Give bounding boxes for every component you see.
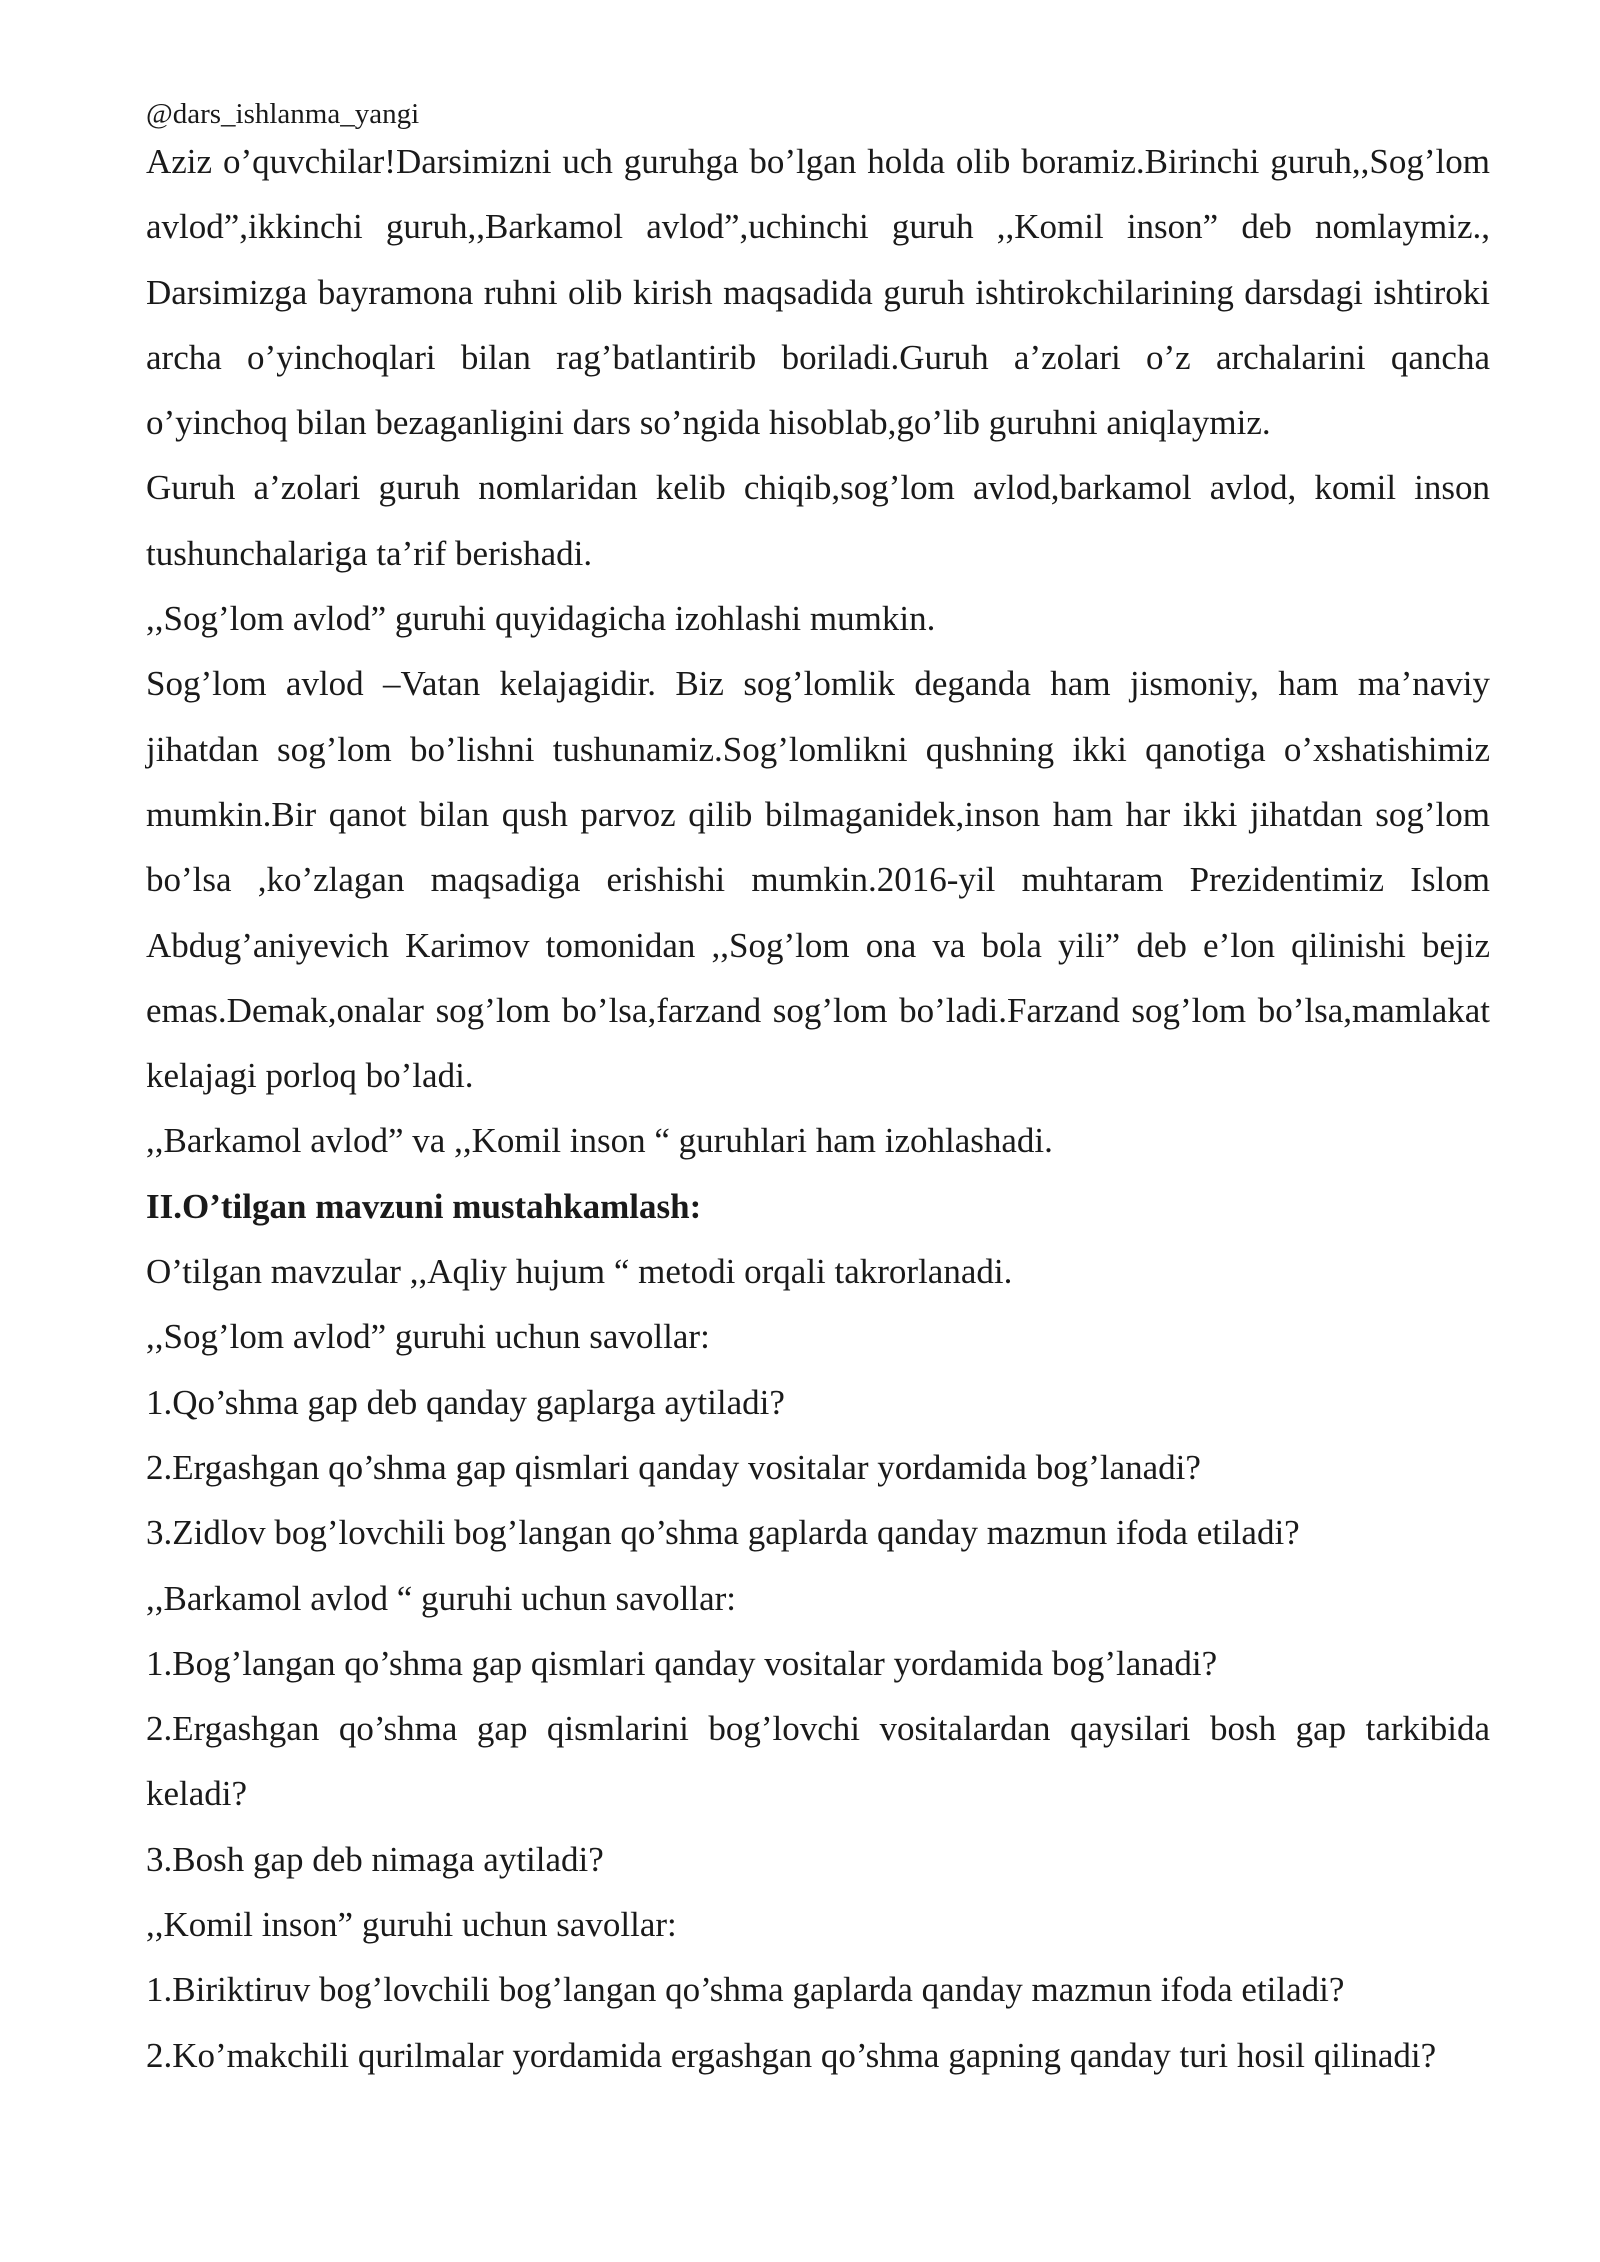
intro-paragraph: Aziz o’quvchilar!Darsimizni uch guruhga bo’lgan holda olib boramiz.Birinchi guruh,,Sog’lom avlod”,ikkinchi guruh,,Barkamol avlod”,uchinchi guruh ,,Komil inson” deb nomlaymiz., Darsimizga bayramona ruhni olib kirish maqsadida guruh ishtirokchilarining darsdagi ishtiroki archa o’yinchoqlari bilan rag’batlantirib boriladi.Guruh a’zolari o’z archalarini qancha o’yinchoq bilan bezaganligini dars so’ngida hisoblab,go’lib guruhni aniqlaymiz. <box>146 142 1490 443</box>
document-body <box>146 129 1490 2088</box>
group1-question-3: 3.Zidlov bog’lovchili bog’langan qo’shma gaplarda qanday mazmun ifoda etiladi? <box>146 1513 1300 1553</box>
other-groups-line: ,,Barkamol avlod” va ,,Komil inson “ guruhlari ham izohlashadi. <box>146 1121 1053 1161</box>
channel-watermark: @dars_ishlanma_yangi <box>146 98 420 130</box>
group3-question-1: 1.Biriktiruv bog’lovchili bog’langan qo’shma gaplarda qanday mazmun ifoda etiladi? <box>146 1970 1345 2010</box>
group1-question-1: 1.Qo’shma gap deb qanday gaplarga aytiladi? <box>146 1382 785 1422</box>
group2-question-2: 2.Ergashgan qo’shma gap qismlarini bog’lovchi vositalardan qaysilari bosh gap tarkibida keladi? <box>146 1709 1490 1814</box>
group3-questions-heading: ,,Komil inson” guruhi uchun savollar: <box>146 1905 677 1945</box>
group2-questions-heading: ,,Barkamol avlod “ guruhi uchun savollar: <box>146 1578 736 1618</box>
group1-questions-heading: ,,Sog’lom avlod” guruhi uchun savollar: <box>146 1317 710 1357</box>
group2-question-3: 3.Bosh gap deb nimaga aytiladi? <box>146 1839 604 1879</box>
group1-question-2: 2.Ergashgan qo’shma gap qismlari qanday vositalar yordamida bog’lanadi? <box>146 1447 1201 1487</box>
healthy-generation-paragraph: Sog’lom avlod –Vatan kelajagidir. Biz sog’lomlik deganda ham jismoniy, ham ma’naviy jihatdan sog’lom bo’lishni tushunamiz.Sog’lomlikni qushning ikki qanotiga o’xshatishimiz mumkin.Bir qanot bilan qush parvoz qilib bilmaganidek,inson ham har ikki jihatdan sog’lom bo’lsa ,ko’zlagan maqsadiga erishishi mumkin.2016-yil muhtaram Prezidentimiz Islom Abdug’aniyevich Karimov tomonidan ,,Sog’lom ona va bola yili” deb e’lon qilinishi bejiz emas.Demak,onalar sog’lom bo’lsa,farzand sog’lom bo’ladi.Farzand sog’lom bo’lsa,mamlakat kelajagi porloq bo’ladi. <box>146 664 1490 1096</box>
group3-question-2: 2.Ko’makchili qurilmalar yordamida ergashgan qo’shma gapning qanday turi hosil qilinadi? <box>146 2035 1437 2075</box>
method-line: O’tilgan mavzular ,,Aqliy hujum “ metodi orqali takrorlanadi. <box>146 1252 1013 1292</box>
section-heading: II.O’tilgan mavzuni mustahkamlash: <box>146 1186 702 1226</box>
group2-question-1: 1.Bog’langan qo’shma gap qismlari qanday vositalar yordamida bog’lanadi? <box>146 1643 1218 1683</box>
healthy-generation-intro: ,,Sog’lom avlod” guruhi quyidagicha izohlashi mumkin. <box>146 599 936 639</box>
group-definition-paragraph: Guruh a’zolari guruh nomlaridan kelib chiqib,sog’lom avlod,barkamol avlod, komil inson tushunchalariga ta’rif berishadi. <box>146 468 1490 573</box>
